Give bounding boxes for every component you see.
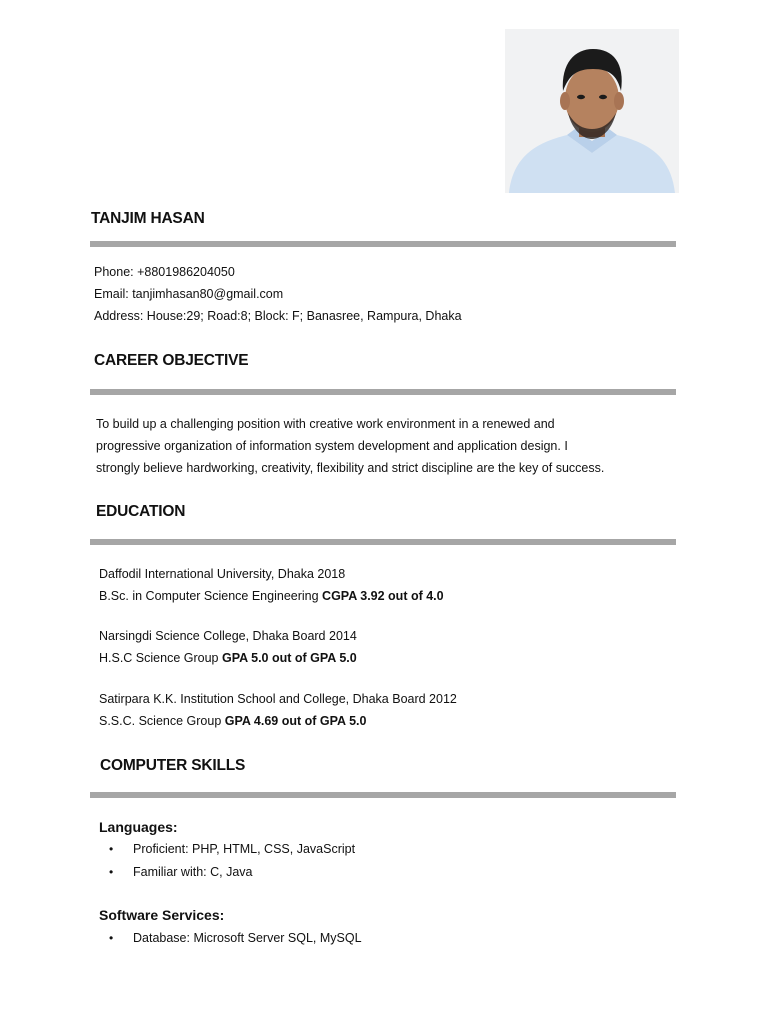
profile-photo (505, 29, 679, 193)
degree-result: GPA 5.0 out of GPA 5.0 (221, 651, 357, 665)
address-line: Address: House:29; Road:8; Block: F; Banasree, Rampura, Dhaka (94, 309, 462, 323)
list-item-text: Database: Microsoft Server SQL, MySQL (133, 931, 362, 945)
section-divider (90, 792, 676, 798)
section-divider (90, 389, 676, 395)
phone-line: Phone: +8801986204050 (94, 265, 235, 279)
degree-name: S.S.C. Science Group (99, 714, 225, 728)
education-entry (99, 688, 457, 732)
career-objective-text (96, 413, 696, 479)
institution: Daffodil International University, Dhaka 2018 (99, 567, 346, 581)
list-item-text: Familiar with: C, Java (133, 865, 253, 879)
bullet-icon: • (109, 931, 114, 945)
languages-heading: Languages: (99, 819, 178, 835)
objective-line: strongly believe hardworking, creativity, flexibility and strict discipline are the key of success. (96, 461, 605, 475)
software-services-heading: Software Services: (99, 907, 225, 923)
contact-block (94, 261, 462, 327)
bullet-icon: • (109, 842, 114, 856)
section-divider (90, 241, 676, 247)
education-heading: EDUCATION (96, 503, 186, 520)
list-item (100, 838, 355, 861)
list-item (100, 861, 355, 884)
institution: Satirpara K.K. Institution School and College, Dhaka Board 2012 (99, 692, 457, 706)
degree-result: CGPA 3.92 out of 4.0 (322, 589, 444, 603)
degree-name: H.S.C Science Group (99, 651, 222, 665)
education-entry (99, 625, 357, 669)
objective-line: To build up a challenging position with creative work environment in a renewed and (96, 417, 555, 431)
degree (99, 710, 457, 732)
candidate-name: TANJIM HASAN (91, 210, 205, 227)
software-list (100, 927, 362, 950)
bullet-icon: • (109, 865, 114, 879)
languages-list (100, 838, 355, 884)
objective-line: progressive organization of information system development and application design. I (96, 439, 568, 453)
section-divider (90, 539, 676, 545)
email-line: Email: tanjimhasan80@gmail.com (94, 287, 284, 301)
degree (99, 647, 357, 669)
education-entry (99, 563, 444, 607)
computer-skills-heading: COMPUTER SKILLS (100, 757, 246, 774)
institution: Narsingdi Science College, Dhaka Board 2014 (99, 629, 357, 643)
list-item (100, 927, 362, 950)
degree-result: GPA 4.69 out of GPA 5.0 (224, 714, 367, 728)
career-objective-heading: CAREER OBJECTIVE (94, 352, 249, 369)
list-item-text: Proficient: PHP, HTML, CSS, JavaScript (133, 842, 356, 856)
degree (99, 585, 444, 607)
degree-name: B.Sc. in Computer Science Engineering (99, 589, 323, 603)
